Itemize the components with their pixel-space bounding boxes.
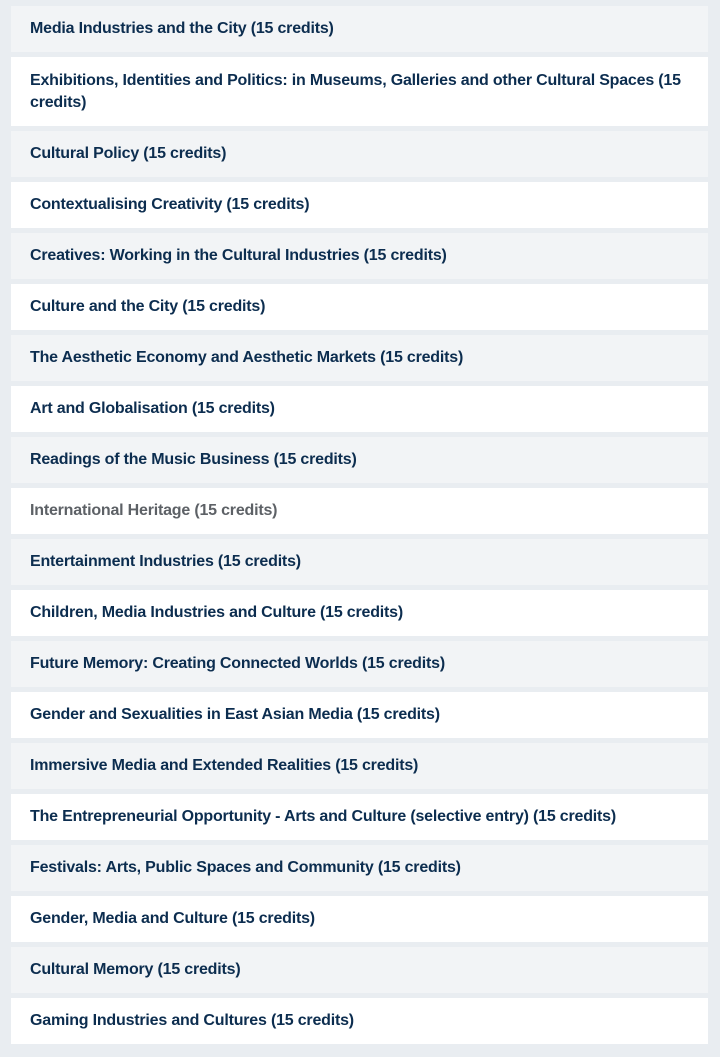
module-item-music-business[interactable]: Readings of the Music Business (15 credits) bbox=[11, 437, 708, 483]
module-item-children-media-culture[interactable]: Children, Media Industries and Culture (15 credits) bbox=[11, 590, 708, 636]
module-item-aesthetic-economy[interactable]: The Aesthetic Economy and Aesthetic Markets (15 credits) bbox=[11, 335, 708, 381]
module-list bbox=[11, 6, 708, 1049]
module-item-entrepreneurial-opportunity[interactable]: The Entrepreneurial Opportunity - Arts and Culture (selective entry) (15 credits) bbox=[11, 794, 708, 840]
module-item-cultural-policy[interactable]: Cultural Policy (15 credits) bbox=[11, 131, 708, 177]
module-item-contextualising-creativity[interactable]: Contextualising Creativity (15 credits) bbox=[11, 182, 708, 228]
module-item-art-and-globalisation[interactable]: Art and Globalisation (15 credits) bbox=[11, 386, 708, 432]
module-item-cultural-memory[interactable]: Cultural Memory (15 credits) bbox=[11, 947, 708, 993]
module-item-creatives-cultural-industries[interactable]: Creatives: Working in the Cultural Industries (15 credits) bbox=[11, 233, 708, 279]
module-item-gender-media-culture[interactable]: Gender, Media and Culture (15 credits) bbox=[11, 896, 708, 942]
module-item-gaming-industries[interactable]: Gaming Industries and Cultures (15 credits) bbox=[11, 998, 708, 1044]
module-item-culture-and-the-city[interactable]: Culture and the City (15 credits) bbox=[11, 284, 708, 330]
module-item-media-industries-city[interactable]: Media Industries and the City (15 credits) bbox=[11, 6, 708, 52]
module-item-future-memory[interactable]: Future Memory: Creating Connected Worlds (15 credits) bbox=[11, 641, 708, 687]
module-item-entertainment-industries[interactable]: Entertainment Industries (15 credits) bbox=[11, 539, 708, 585]
module-item-immersive-media[interactable]: Immersive Media and Extended Realities (15 credits) bbox=[11, 743, 708, 789]
module-item-gender-sexualities-east-asian-media[interactable]: Gender and Sexualities in East Asian Media (15 credits) bbox=[11, 692, 708, 738]
module-item-festivals[interactable]: Festivals: Arts, Public Spaces and Community (15 credits) bbox=[11, 845, 708, 891]
module-item-international-heritage[interactable]: International Heritage (15 credits) bbox=[11, 488, 708, 534]
module-item-exhibitions-identities-politics[interactable]: Exhibitions, Identities and Politics: in Museums, Galleries and other Cultural Spaces (15 credits) bbox=[11, 57, 708, 126]
